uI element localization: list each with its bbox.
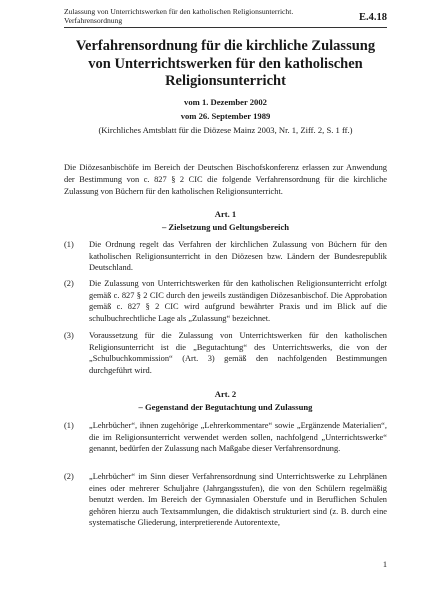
title-line-1: Verfahrensordnung für die kirchliche Zulassung: [75, 38, 376, 54]
art2-heading: Art. 2: [214, 389, 237, 399]
page-number: 1: [382, 560, 387, 569]
art2-para-2: [64, 471, 387, 529]
intro-paragraph: Die Diözesanbischöfe im Bereich der Deutschen Bischofskonferenz erlassen zur Anwendung der Bestimmung von c. 827 § 2 CIC die folgende Verfahrensordnung für die kirchliche Zulassung von Büchern für den katholischen Religionsunterricht.: [64, 163, 387, 196]
art2-subheading: – Gegenstand der Begutachtung und Zulassung: [138, 402, 313, 412]
source-citation: (Kirchliches Amtsblatt für die Diözese Mainz 2003, Nr. 1, Ziff. 2, S. 1 ff.): [98, 125, 353, 135]
title-line-3: Religionsunterricht: [165, 73, 286, 89]
art1-subheading: – Zielsetzung und Geltungsbereich: [161, 222, 290, 232]
art1-heading: Art. 1: [214, 209, 237, 219]
art1-para-2: [64, 278, 387, 324]
header-line-2: Verfahrensordnung: [64, 16, 123, 25]
para-text: „Lehrbücher“, ihnen zugehörige „Lehrerkommentare“ sowie „Ergänzende Materialien“, die im Religionsunterricht verwendet werden sollen, nachfolgend „Unterrichtswerke“ genannt, bedürfen der Zulassung nach Maßgabe dieser Verfahrensordnung.: [89, 421, 387, 454]
para-number: (1): [64, 240, 74, 249]
para-text: „Lehrbücher“ im Sinn dieser Verfahrensordnung sind Unterrichtswerke zu Lehrplänen eines oder mehrerer Schuljahre (Jahrgangsstufen), die von den Schülern regelmäßig benutzt werden. Im Bereich der Gymnasialen Oberstufe und in Beruflichen Schulen gehören hierzu auch Textsammlungen, die didaktisch strukturiert sind (z. B. durch eine systematische Gliederung, interpretierende Autorentexte,: [89, 472, 387, 528]
para-text: Die Ordnung regelt das Verfahren der kirchlichen Zulassung von Büchern für den katholischen Religionsunterricht in den Diözesen bzw. Ländern der Bundesrepublik Deutschland.: [89, 240, 387, 273]
art2-para-1: [64, 420, 387, 455]
header-line-1: Zulassung von Unterrichtswerken für den katholischen Religionsunterricht.: [64, 7, 294, 16]
art1-para-1: [64, 239, 387, 274]
para-number: (2): [64, 279, 74, 288]
document-title: [64, 38, 387, 91]
section-code: E.4.18: [358, 12, 387, 23]
running-header: [64, 7, 293, 25]
date-line-1: vom 1. Dezember 2002: [184, 97, 267, 107]
para-number: (2): [64, 472, 74, 481]
para-number: (1): [64, 421, 74, 430]
para-text: Die Zulassung von Unterrichtswerken für den katholischen Religionsunterricht erfolgt gemäß c. 827 § 2 CIC durch den jeweils zuständigen Diözesanbischof. Die Approbation gemäß c. 827 § 2 CIC wird aufgrund bewährter Praxis und im Blick auf die schulbuchrechtliche Lage als „Zulassung“ bezeichnet.: [89, 279, 387, 323]
header-divider: [64, 27, 387, 28]
art1-para-3: [64, 330, 387, 376]
title-line-2: von Unterrichtswerken für den katholischen: [88, 55, 363, 72]
para-text: Voraussetzung für die Zulassung von Unterrichtswerken für den katholischen Religionsunterricht ist die „Begutachtung“ des Unterrichtswerks, die von der „Schulbuchkommission“ (Art. 3) gemäß den nachfolgenden Bestimmungen durchgeführt wird.: [89, 331, 387, 375]
date-line-2: vom 26. September 1989: [180, 111, 271, 121]
para-number: (3): [64, 331, 74, 340]
